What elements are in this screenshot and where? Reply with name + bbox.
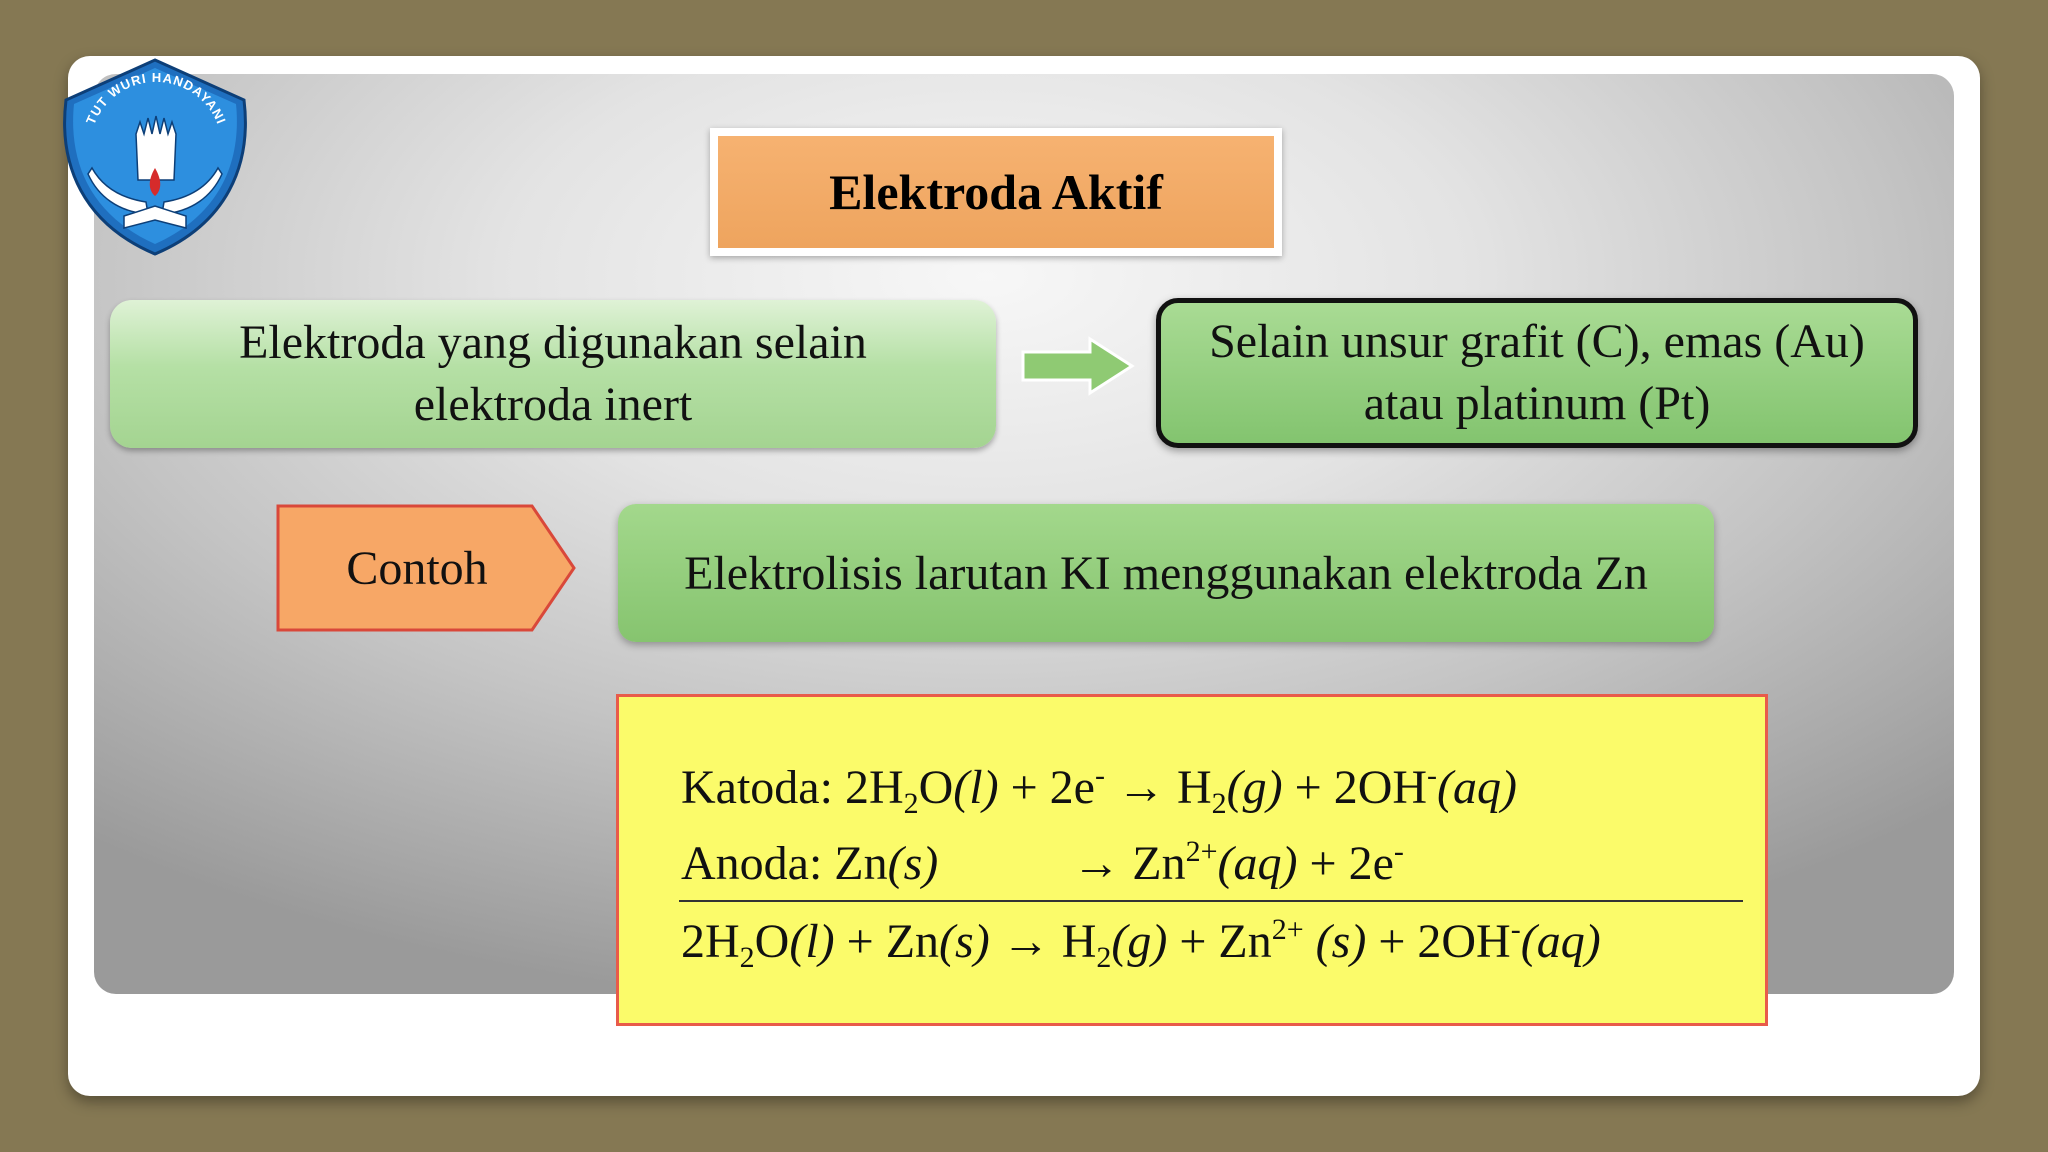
anode-reaction: Anoda: $Zn(s) \to Zn^{2+}(aq) + 2e^-$ — [681, 835, 1404, 890]
overall-reaction: $2H_2O(l) + Zn(s) \to H_2(g) + Zn^{2+}$ (s) + 2OH-(aq) — [681, 913, 1601, 974]
inert-electrodes-text: Selain unsur grafit (C), emas (Au) atau platinum (Pt) — [1209, 315, 1865, 430]
reaction-box — [616, 694, 1768, 1026]
definition-box — [110, 300, 996, 448]
slide-title: Elektroda Aktif — [718, 136, 1274, 248]
example-text: Elektrolisis larutan KI menggunakan elektroda Zn — [684, 546, 1648, 600]
logo-motto: TUT WURI HANDAYANI — [82, 69, 230, 127]
tut-wuri-handayani-logo — [56, 56, 254, 258]
example-box — [618, 504, 1714, 642]
inert-electrodes-box — [1156, 298, 1918, 448]
example-label: Contoh — [346, 541, 488, 595]
reaction-divider — [679, 900, 1743, 902]
definition-text: Elektroda yang digunakan selain elektroda inert — [239, 316, 867, 431]
right-arrow-icon — [1020, 336, 1136, 396]
cathode-reaction: Katoda: $2H_2O(l) + 2e^- \to H_2(g) + 2OH^-(aq)$ — [681, 759, 1517, 820]
title-box — [710, 128, 1282, 256]
